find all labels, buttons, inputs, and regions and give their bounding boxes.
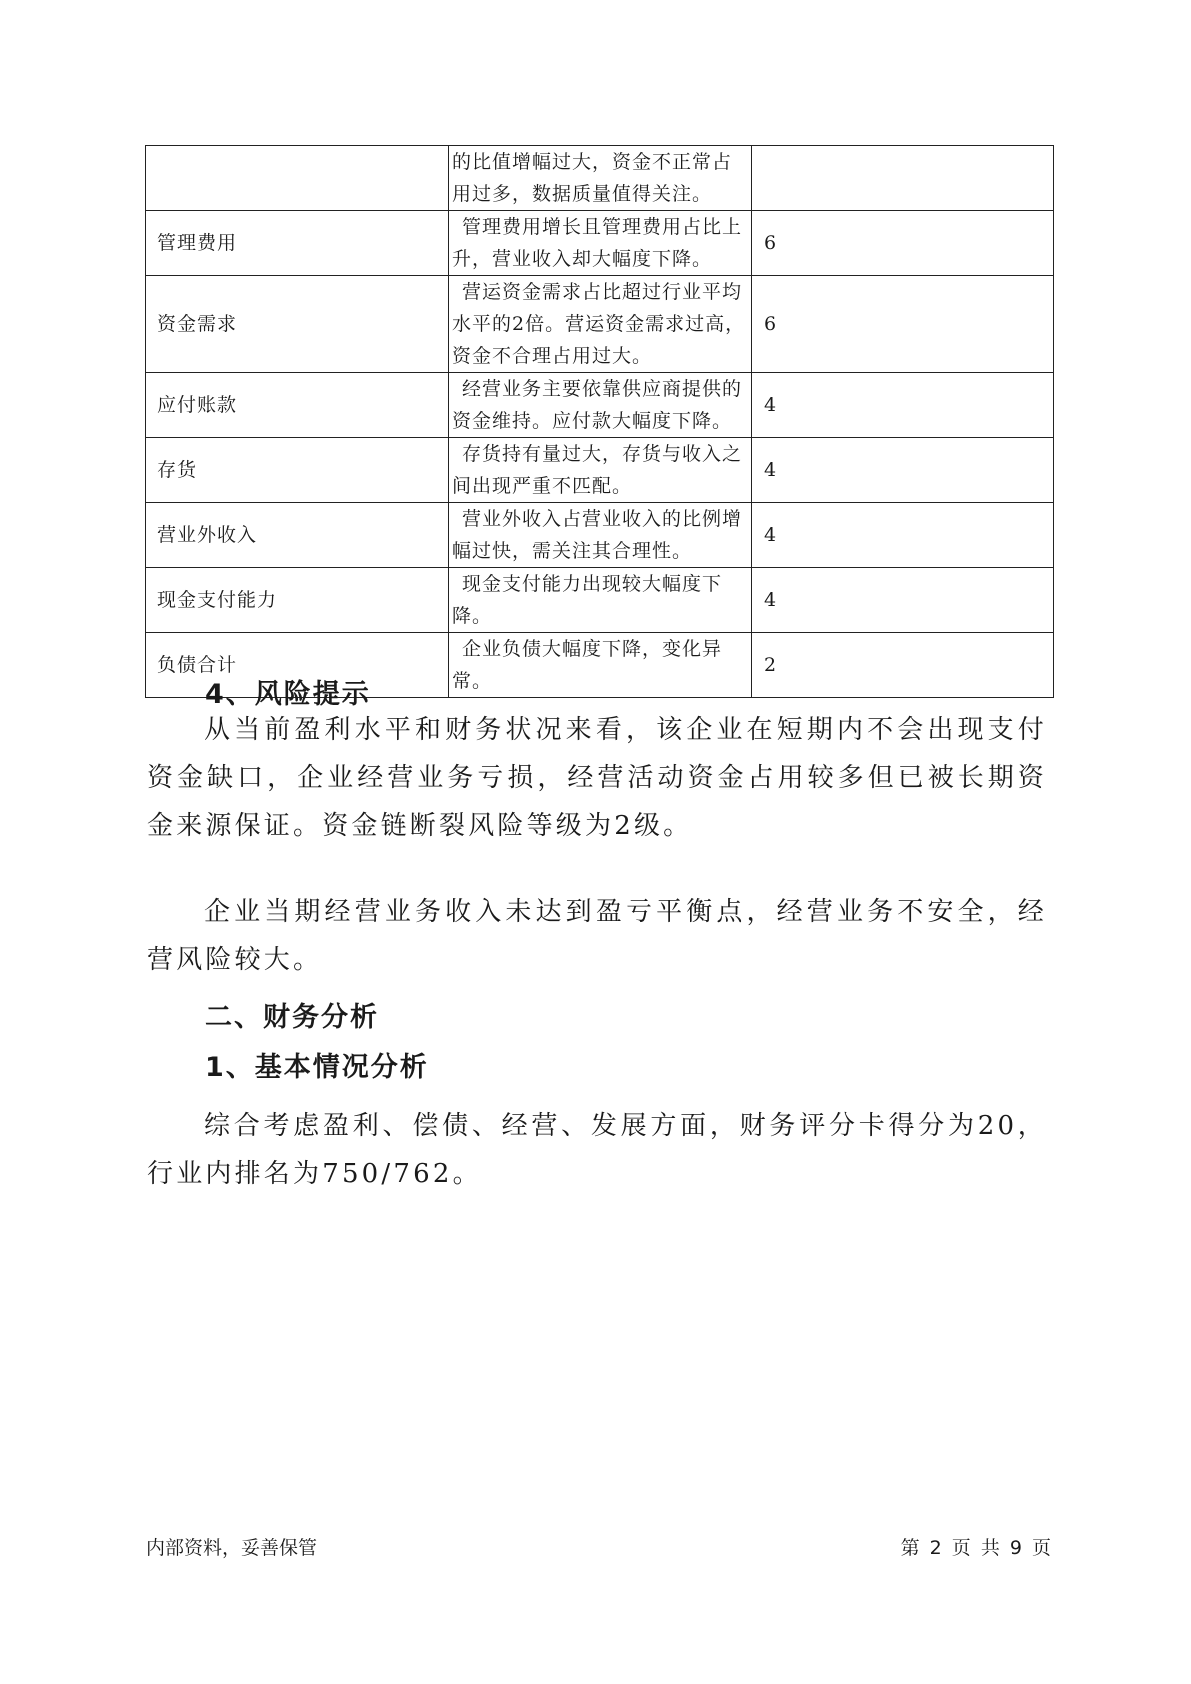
indicator-description: 存货持有量过大，存货与收入之间出现严重不匹配。 bbox=[449, 438, 752, 503]
indicator-name bbox=[146, 146, 449, 211]
indicator-score bbox=[752, 146, 1054, 211]
indicator-score: 4 bbox=[752, 373, 1054, 438]
table-row bbox=[146, 568, 1054, 633]
footer-confidential-note: 内部资料，妥善保管 bbox=[146, 1537, 318, 1559]
indicator-description: 营运资金需求占比超过行业平均水平的2倍。营运资金需求过高，资金不合理占用过大。 bbox=[449, 276, 752, 373]
risk-indicator-table bbox=[145, 145, 1054, 698]
indicator-name: 营业外收入 bbox=[146, 503, 449, 568]
footer-page-number: 第 2 页 共 9 页 bbox=[900, 1537, 1051, 1559]
basic-analysis-heading: 1、基本情况分析 bbox=[205, 1052, 429, 1083]
indicator-description: 经营业务主要依靠供应商提供的资金维持。应付款大幅度下降。 bbox=[449, 373, 752, 438]
indicator-description: 营业外收入占营业收入的比例增幅过快，需关注其合理性。 bbox=[449, 503, 752, 568]
risk-warning-paragraph-2: 企业当期经营业务收入未达到盈亏平衡点，经营业务不安全，经营风险较大。 bbox=[147, 897, 1047, 975]
indicator-name: 管理费用 bbox=[146, 211, 449, 276]
indicator-description: 管理费用增长且管理费用占比上升，营业收入却大幅度下降。 bbox=[449, 211, 752, 276]
indicator-score: 6 bbox=[752, 276, 1054, 373]
indicator-score: 4 bbox=[752, 503, 1054, 568]
indicator-score: 6 bbox=[752, 211, 1054, 276]
indicator-description: 的比值增幅过大，资金不正常占用过多，数据质量值得关注。 bbox=[449, 146, 752, 211]
indicator-name: 资金需求 bbox=[146, 276, 449, 373]
table-row bbox=[146, 438, 1054, 503]
indicator-name: 应付账款 bbox=[146, 373, 449, 438]
risk-warning-heading: 4、风险提示 bbox=[205, 679, 371, 710]
table-row bbox=[146, 276, 1054, 373]
risk-warning-paragraph-1: 从当前盈利水平和财务状况来看，该企业在短期内不会出现支付资金缺口，企业经营业务亏损，经营活动资金占用较多但已被长期资金来源保证。资金链断裂风险等级为2级。 bbox=[147, 715, 1047, 841]
indicator-score: 2 bbox=[752, 633, 1054, 698]
indicator-score: 4 bbox=[752, 438, 1054, 503]
indicator-description: 企业负债大幅度下降，变化异常。 bbox=[449, 633, 752, 698]
indicator-name: 现金支付能力 bbox=[146, 568, 449, 633]
indicator-name: 存货 bbox=[146, 438, 449, 503]
indicator-score: 4 bbox=[752, 568, 1054, 633]
table-row bbox=[146, 211, 1054, 276]
table-row bbox=[146, 503, 1054, 568]
financial-analysis-heading: 二、财务分析 bbox=[205, 1002, 379, 1033]
table-row bbox=[146, 146, 1054, 211]
basic-analysis-paragraph: 综合考虑盈利、偿债、经营、发展方面，财务评分卡得分为20，行业内排名为750/762。 bbox=[147, 1111, 1047, 1189]
table-row bbox=[146, 373, 1054, 438]
indicator-name: 负债合计 bbox=[146, 633, 449, 698]
indicator-description: 现金支付能力出现较大幅度下降。 bbox=[449, 568, 752, 633]
